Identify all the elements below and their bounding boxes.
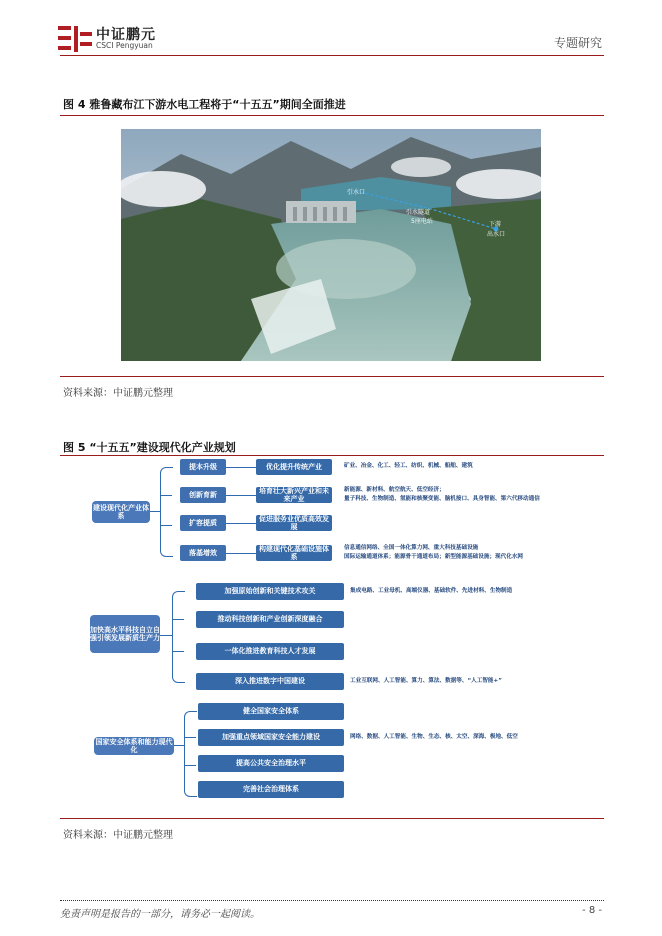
industry-plan-mindmap (80, 455, 600, 805)
connector-group-1-b2 (160, 495, 172, 496)
detail-emerging-2: 量子科技、生物制造、氢能和核聚变能、脑机接口、具身智能、第六代移动通信 (344, 496, 540, 502)
link-4 (226, 553, 256, 554)
connector-group-1 (160, 467, 173, 557)
label-tunnel: 引水隧道 (406, 209, 431, 216)
sub-security-system: 健全国家安全体系 (198, 703, 344, 720)
sub-tech-industry-fusion: 推动科技创新和产业创新深度融合 (196, 611, 344, 628)
section-label: 专题研究 (553, 36, 602, 50)
sub-education-talent: 一体化推进教育科技人才发展 (196, 643, 344, 660)
footer-disclaimer: 免责声明是报告的一部分，请务必一起阅读。 (60, 909, 260, 920)
header-rule (60, 55, 604, 56)
figure-5-title: 图 5 “十五五”建设现代化产业规划 (63, 441, 236, 454)
label-intake: 引水口 (347, 189, 366, 196)
connector-group-1-root (150, 511, 160, 512)
root-tech-selfreliance: 加快高水平科技自立自强引领发展新质生产力 (90, 615, 160, 653)
figure-4-bottom-rule (60, 376, 604, 377)
footer-rule (60, 900, 604, 901)
detail-key-area-security: 网络、数据、人工智能、生物、生态、核、太空、深海、极地、低空 (350, 734, 518, 740)
level-infrastructure: 落基增效 (180, 545, 226, 561)
link-2 (226, 495, 256, 496)
connector-group-2 (172, 591, 185, 683)
connector-group-1-b3 (160, 525, 172, 526)
level-expand: 扩容提质 (180, 515, 226, 531)
detail-infra-1: 信息通信网络、全国一体化算力网、重大科技基础设施 (344, 545, 479, 551)
level-innovate: 创新育新 (180, 487, 226, 503)
label-downstream: 下游 (489, 221, 502, 228)
detail-digital-china: 工业互联网、人工智能、算力、算法、数据等、“人工智能+” (350, 678, 502, 684)
figure-5-bottom-rule (60, 818, 604, 819)
figure-4-top-rule (60, 115, 604, 116)
figure-4-title: 图 4 雅鲁藏布江下游水电工程将于“十五五”期间全面推进 (63, 98, 346, 111)
sub-emerging-industry: 培育壮大新兴产业和未来产业 (256, 487, 332, 503)
sub-service-industry: 促进服务业优质高效发展 (256, 515, 332, 531)
connector-group-2-b2 (172, 619, 184, 620)
figure-4-source: 资料来源：中证鹏元整理 (63, 388, 173, 399)
sub-original-innovation: 加强原始创新和关键技术攻关 (196, 583, 344, 600)
level-upgrade: 提本升级 (180, 459, 226, 475)
label-station: 5座电站 (411, 218, 433, 225)
connector-group-3-root (174, 745, 184, 746)
root-modern-industry: 建设现代化产业体系 (92, 501, 150, 523)
connector-group-3-b2 (184, 737, 196, 738)
sub-social-governance: 完善社会治理体系 (198, 781, 344, 798)
detail-original-innovation: 集成电路、工业母机、高端仪器、基础软件、先进材料、生物制造 (350, 588, 513, 594)
sub-public-safety: 提高公共安全治理水平 (198, 755, 344, 772)
detail-traditional: 矿业、冶金、化工、轻工、纺织、机械、船舶、建筑 (344, 463, 473, 469)
connector-group-3-b3 (184, 765, 196, 766)
connector-group-2-b3 (172, 651, 184, 652)
detail-infra-2: 国际运输通道体系；能源骨干通道布局；新型能源基础设施；现代化水网 (344, 554, 524, 560)
sub-traditional-industry: 优化提升传统产业 (256, 459, 332, 475)
connector-group-2-root (160, 635, 172, 636)
logo-text-en: CSCI Pengyuan (96, 41, 153, 50)
hydropower-photo (121, 129, 541, 361)
detail-emerging-1: 新能源、新材料、航空航天、低空经济； (344, 487, 445, 493)
page-number: - 8 - (582, 905, 602, 916)
sub-key-area-security: 加强重点领域国家安全能力建设 (198, 729, 344, 746)
link-1 (226, 467, 256, 468)
link-3 (226, 523, 256, 524)
sub-infrastructure: 构建现代化基础设施体系 (256, 545, 332, 561)
company-logo-icon (58, 24, 92, 54)
sub-digital-china: 深入推进数字中国建设 (196, 673, 344, 690)
logo-text-cn: 中证鹏元 (96, 27, 156, 43)
label-outlet: 出水口 (487, 231, 506, 238)
figure-5-source: 资料来源：中证鹏元整理 (63, 830, 173, 841)
root-national-security: 国家安全体系和能力现代化 (95, 737, 173, 754)
connector-group-3 (184, 711, 197, 797)
